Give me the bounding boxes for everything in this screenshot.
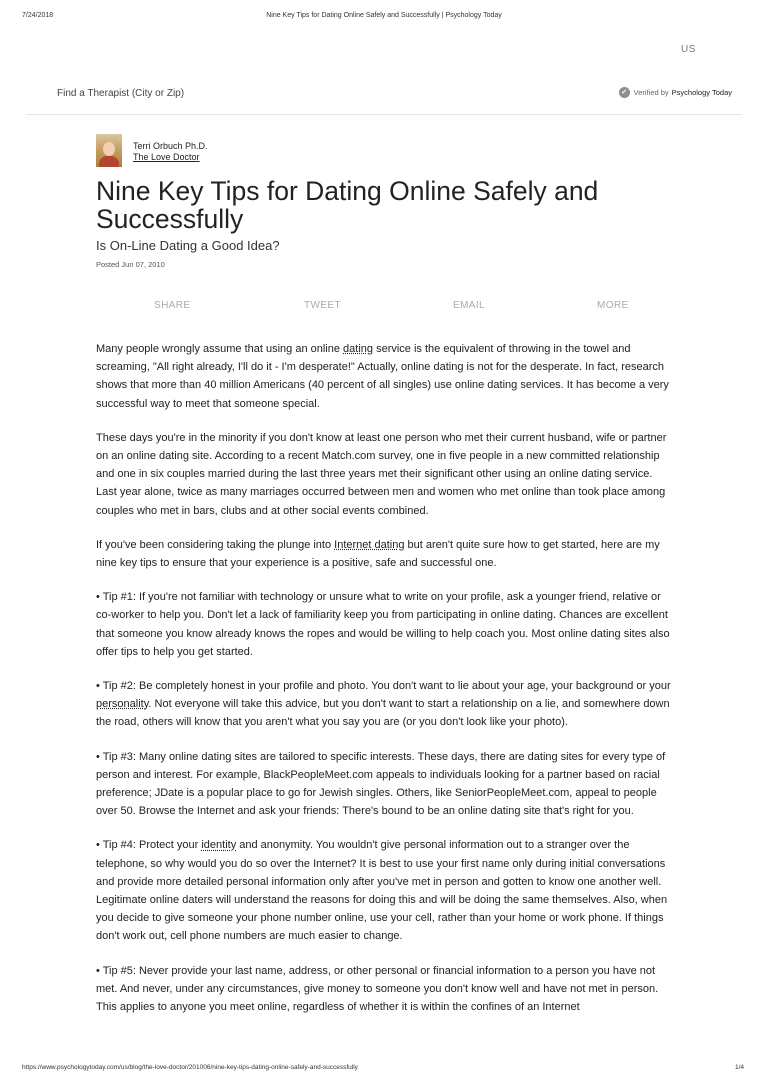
- more-button[interactable]: MORE: [597, 300, 629, 311]
- paragraph: Many people wrongly assume that using an online dating service is the equivalent of throwing in the towel and screaming, "All right already, I'll do it - I'm desperate!" Actually, online dating is not for the desperate. In fact, research shows that more than 40 million Americans (40 percent of all singles) use online dating services. It has become a very successful way to meet that someone special.: [96, 343, 669, 410]
- author-avatar[interactable]: [96, 134, 122, 167]
- header-divider: [26, 114, 742, 115]
- find-therapist-link[interactable]: Find a Therapist (City or Zip): [57, 88, 185, 99]
- verified-brand[interactable]: Psychology Today: [671, 88, 732, 97]
- check-icon: ✔: [619, 87, 630, 98]
- article-title: Nine Key Tips for Dating Online Safely and Successfully: [96, 176, 599, 234]
- email-button[interactable]: EMAIL: [453, 300, 486, 311]
- identity-link[interactable]: identity: [201, 839, 237, 852]
- print-date: 7/24/2018: [22, 12, 54, 19]
- tip-2: • Tip #2: Be completely honest in your profile and photo. You don't want to lie about your age, your background or your personality. Not everyone will take this advice, but you don't want to start a relationship on a lie, and somewhere down the road, others will know that you aren't what you say you are (or you don't look like your photo).: [96, 680, 671, 729]
- region-selector[interactable]: US: [681, 44, 696, 55]
- article-subtitle: Is On-Line Dating a Good Idea?: [96, 238, 280, 253]
- tip-1: • Tip #1: If you're not familiar with technology or unsure what to write on your profile, ask a younger friend, relative or co-worker to help you. Don't let a lack of familiarity keep you from participating in online dating. Chances are excellent that someone you know already knows the ropes and would be willing to help coach you. Most online dating sites also offer tips to help you get started.: [96, 591, 670, 658]
- verified-badge: [619, 87, 732, 98]
- blog-name-link[interactable]: The Love Doctor: [133, 152, 200, 162]
- page-number: 1/4: [734, 1064, 744, 1071]
- tip-5: • Tip #5: Never provide your last name, address, or other personal or financial information to a person you have not met. And never, under any circumstances, give money to someone you don't know well and have not met in person. This applies to anyone you meet online, regardless of whether it is within the confines of an Internet: [96, 964, 659, 1014]
- verified-label: Verified by: [633, 88, 669, 97]
- print-title: Nine Key Tips for Dating Online Safely and Successfully | Psychology Today: [266, 12, 502, 19]
- print-url: https://www.psychologytoday.com/us/blog/the-love-doctor/201006/nine-key-tips-dating-online-safely-and-successfully: [22, 1064, 358, 1071]
- tip-3: • Tip #3: Many online dating sites are tailored to specific interests. These days, there are dating sites for every type of person and interest. For example, BlackPeopleMeet.com appeals to individuals looking for a partner based on racial preference; JDate is a popular place to go for Jewish singles. Others, like SeniorPeopleMeet.com, appeal to people over 50. Browse the Internet and ask your friends: There's bound to be an online dating site that's right for you.: [96, 750, 666, 818]
- author-block: [96, 134, 208, 167]
- author-name[interactable]: Terri Orbuch Ph.D.: [133, 141, 208, 151]
- personality-link[interactable]: personality: [96, 698, 149, 711]
- paragraph: These days you're in the minority if you don't know at least one person who met their current husband, wife or partner on an online dating site. According to a recent Match.com survey, one in five people in a new committed relationship and one in six couples married during the last three years met their significant other using an online dating service. Last year alone, twice as many marriages occurred between men and women who met online than took place among couples who met in bars, clubs and at other social events combined.: [96, 431, 667, 517]
- article-body: [96, 340, 676, 1032]
- posted-date: Posted Jun 07, 2010: [96, 260, 165, 269]
- dating-link[interactable]: dating: [343, 343, 374, 355]
- share-button[interactable]: SHARE: [154, 300, 191, 311]
- share-bar: [0, 300, 768, 314]
- tweet-button[interactable]: TWEET: [304, 300, 341, 311]
- paragraph: If you've been considering taking the plunge into Internet dating but aren't quite sure how to get started, here are my nine key tips to ensure that your experience is a positive, safe and successful one.: [96, 538, 660, 570]
- tip-4: • Tip #4: Protect your identity and anonymity. You wouldn't give personal information out to a stranger over the telephone, so why would you do so over the Internet? It is best to use your first name only during initial conversations and provide more detailed personal information only after you've met in person and gotten to know one another well. Legitimate online daters will understand the reasons for doing this and will be doing the same themselves. Also, when you decide to give someone your phone number online, use your cell, rather than your home or work phone. If things don't work out, cell phone numbers are much easier to change.: [96, 839, 668, 943]
- internet-dating-link[interactable]: Internet dating: [334, 538, 405, 551]
